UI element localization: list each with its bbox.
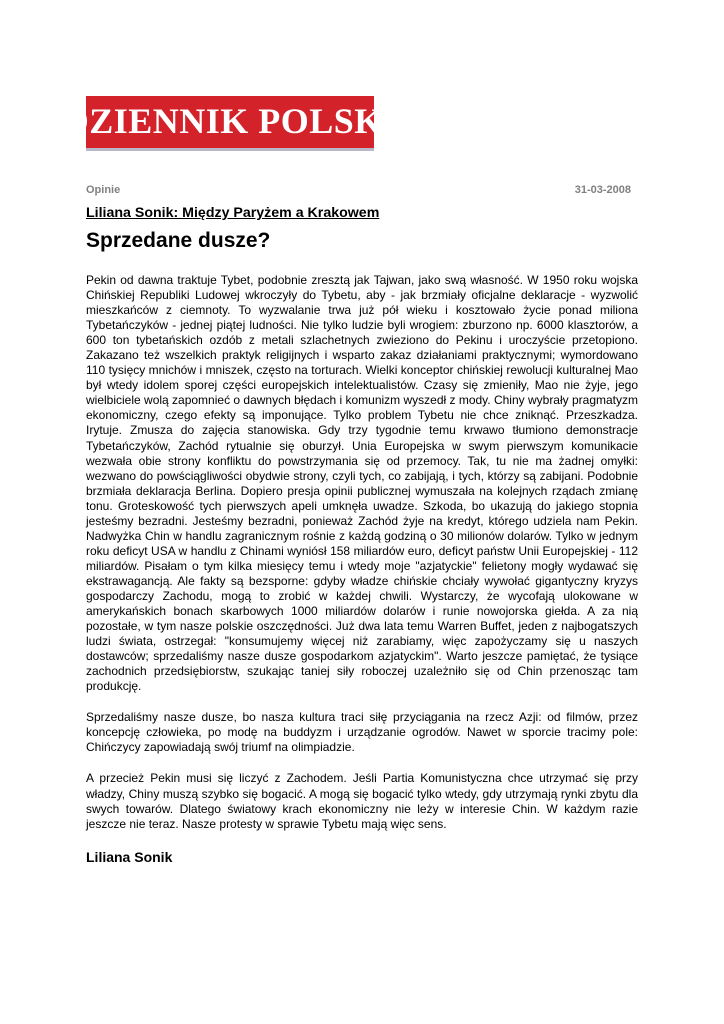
publication-date: 31-03-2008 <box>574 184 631 196</box>
column-byline: Liliana Sonik: Między Paryżem a Krakowem <box>86 205 380 221</box>
paragraph: A przecież Pekin musi się liczyć z Zachodem. Jeśli Partia Komunistyczna chce utrzymać się przy władzy, Chiny muszą szybko się bogacić. A mogą się bogacić tylko wtedy, gdy utrzymają rynki zbytu dla swych towarów. Dlatego światowy krach ekonomiczny nie leży w interesie Chin. W każdym razie jeszcze nie teraz. Nasze protesty w sprawie Tybetu mają więc sens. <box>86 771 638 831</box>
author-signature: Liliana Sonik <box>86 848 173 865</box>
paragraph: Sprzedaliśmy nasze dusze, bo nasza kultura traci siłę przyciągania na rzecz Azji: od filmów, przez koncepcję człowieka, po modę na buddyzm i urządzanie ogrodów. Nawet w sporcie tracimy pole: Chińczycy zapowiadają swój triumf na olimpiadzie. <box>86 710 638 755</box>
paragraph: Pekin od dawna traktuje Tybet, podobnie zresztą jak Tajwan, jako swą własność. W 1950 roku wojska Chińskiej Republiki Ludowej wkroczyły do Tybetu, aby - jak brzmiały oficjalne deklaracje - wyzwolić mieszkańców z ciemnoty. To wyzwalanie trwa już pół wieku i kosztowało życie ponad miliona Tybetańczyków - jednej piątej ludności. Nie tylko ludzie byli wrogiem: zburzono np. 6000 klasztorów, a 600 ton tybetańskich ozdób z metali szlachetnych zwieziono do Pekinu i uroczyście przetopiono. Zakazano też wszelkich praktyk religijnych i wsparto zakaz działaniami praktycznymi; wymordowano 110 tysięcy mnichów i mniszek, często na torturach. Wielki konceptor chińskiej rewolucji kulturalnej Mao był wtedy idolem sporej części europejskich intelektualistów. Czasy się zmieniły, Mao nie żyje, jego wielbiciele wolą zapomnieć o dawnych błędach i komunizm wyszedł z mody. Chiny wybrały pragmatyzm ekonomiczny, czego efekty są imponujące. Tylko problem Tybetu nie chce zniknąć. Przeszkadza. Irytuje. Zmusza do zajęcia stanowiska. Gdy trzy tygodnie temu krwawo tłumiono demonstracje Tybetańczyków, Zachód rytualnie się oburzył. Unia Europejska w swym pierwszym komunikacie wezwała obie strony konfliktu do powstrzymania się od przemocy. Tak, tu nie ma żadnej omyłki: wezwano do powściągliwości obydwie strony, czyli tych, co zabijają, i tych, którzy są zabijani. Podobnie brzmiała deklaracja Berlina. Dopiero presja opinii publicznej wymuszała na kolejnych rządach zmianę tonu. Groteskowość tych pierwszych apeli umknęła uwadze. Szkoda, bo ukazują do jakiego stopnia jesteśmy bezradni. Jesteśmy bezradni, ponieważ Zachód żyje na kredyt, którego udziela nam Pekin. Nadwyżka Chin w handlu zagranicznym rośnie z każdą godziną o 30 milionów dolarów. Tylko w jednym roku deficyt USA w handlu z Chinami wyniósł 158 miliardów euro, deficyt państw Unii Europejskiej - 112 miliardów. Pisałam o tym kilka miesięcy temu i wtedy moje "azjatyckie" felietony mogły wydawać się ekstrawagancją. Ale fakty są bezsporne: gdyby władze chińskie chciały wywołać gigantyczny kryzys gospodarczy Zachodu, mogą to zrobić w każdej chwili. Wystarczy, że wycofają ulokowane w amerykańskich bonach skarbowych 1000 miliardów dolarów i runie nowojorska giełda. A za nią pozostałe, w tym nasze polskie oszczędności. Już dwa lata temu Warren Buffet, jeden z najbogatszych ludzi świata, ostrzegał: "konsumujemy więcej niż zarabiamy, więc zapożyczamy się u naszych dostawców; sprzedaliśmy nasze dusze gospodarkom azjatyckim". Warto jeszcze pamiętać, że tysiące zachodnich przedsiębiorstw, szukając taniej siły roboczej uzależniło się od Chin przenosząc tam produkcję. <box>86 273 638 694</box>
article-body <box>86 273 638 866</box>
dziennik-polski-logo <box>62 96 398 151</box>
article-headline: Sprzedane dusze? <box>86 229 271 252</box>
article-meta <box>86 184 631 196</box>
section-label: Opinie <box>86 184 121 196</box>
logo-wordmark: DZIENNIK POLSKI <box>62 101 398 141</box>
